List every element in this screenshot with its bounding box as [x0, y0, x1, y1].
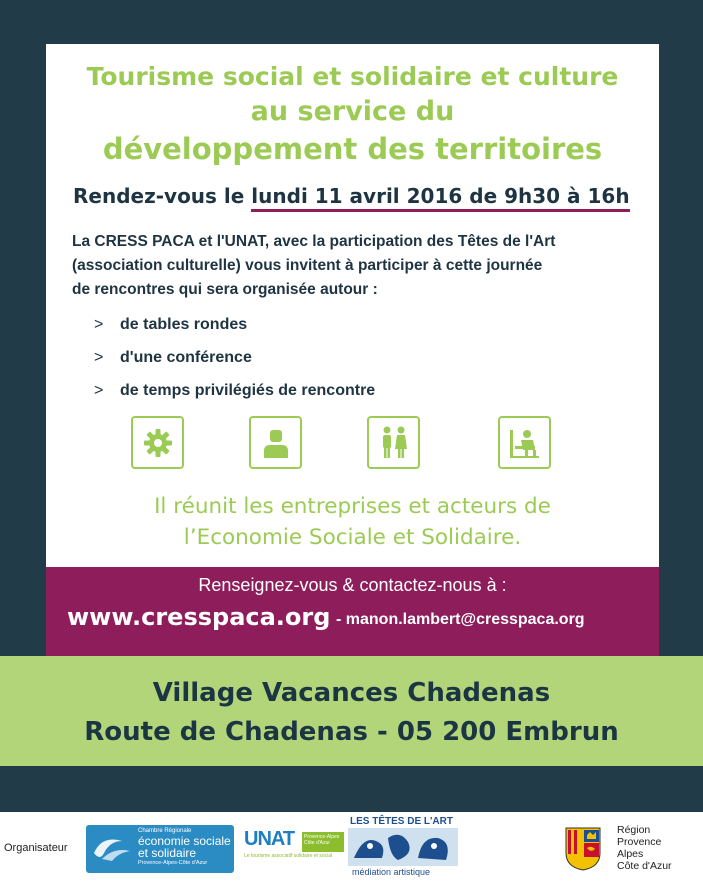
desk-person-icon	[498, 416, 551, 469]
region-line-3: Alpes	[617, 848, 644, 860]
tetes-de-l-art-logo	[348, 816, 458, 880]
venue-address: Route de Chadenas - 05 200 Embrun	[84, 717, 619, 747]
rendezvous-line	[73, 184, 630, 208]
cress-line-4: Provence-Alpes-Côte d'Azur	[138, 860, 208, 866]
bullet-list	[94, 308, 375, 407]
tetes-art-icon	[348, 828, 458, 868]
intro-paragraph	[72, 230, 647, 302]
unat-tag: Provence-Alpes Côte d'Azur	[302, 832, 344, 852]
bullet-text: de tables rondes	[120, 315, 248, 333]
title-line-2: au service du	[250, 96, 455, 127]
cress-line-3: et solidaire	[138, 846, 197, 860]
bullet-item	[94, 341, 375, 374]
region-shield-icon	[565, 827, 601, 871]
intro-line: La CRESS PACA et l'UNAT, avec la participation des Têtes de l'Art	[72, 233, 556, 250]
organisateur-label: Organisateur	[4, 842, 68, 854]
couple-icon	[367, 416, 420, 469]
intro-line: (association culturelle) vous invitent à participer à cette journée	[72, 257, 543, 274]
region-line-1: Région	[617, 824, 651, 836]
venue-name: Village Vacances Chadenas	[152, 678, 551, 708]
unat-logo	[244, 828, 344, 870]
reunit-line-1: Il réunit les entreprises et acteurs de	[154, 494, 551, 519]
intro-line: de rencontres qui sera organisée autour :	[72, 281, 378, 298]
chevron-right-icon: >	[94, 381, 104, 399]
region-line-2: Provence	[617, 836, 662, 848]
bullet-text: de temps privilégiés de rencontre	[120, 381, 376, 399]
gear-icon	[131, 416, 184, 469]
cress-logo	[86, 825, 234, 873]
rendezvous-date: lundi 11 avril 2016 de 9h30 à 16h	[251, 184, 629, 212]
chevron-right-icon: >	[94, 315, 104, 333]
contact-label: Renseignez-vous & contactez-nous à :	[198, 575, 507, 595]
chevron-right-icon: >	[94, 348, 104, 366]
person-icon	[249, 416, 302, 469]
email-link[interactable]: - manon.lambert@cresspaca.org	[336, 611, 585, 628]
bullet-item	[94, 308, 375, 341]
title-line-1: Tourisme social et solidaire et culture	[86, 62, 619, 91]
icon-row	[131, 416, 591, 474]
poster-card	[46, 44, 659, 656]
cress-line-2: économie sociale	[138, 834, 231, 848]
region-text	[617, 824, 672, 872]
bullet-item	[94, 374, 375, 407]
cress-swirl-icon	[92, 833, 132, 865]
website-link[interactable]: www.cresspaca.org	[67, 603, 331, 631]
tetes-title: LES TÊTES DE L'ART	[350, 816, 453, 827]
contact-band	[46, 567, 659, 656]
unat-sub: Le tourisme associatif solidaire et social	[244, 853, 333, 859]
unat-name: UNAT	[244, 828, 295, 850]
region-logo	[565, 824, 685, 880]
reunit-line-2: l’Economie Sociale et Solidaire.	[183, 525, 522, 550]
bullet-text: d'une conférence	[120, 348, 252, 366]
footer-logos	[0, 812, 703, 884]
tetes-subtitle: médiation artistique	[352, 867, 431, 877]
cress-line-1: Chambre Régionale	[138, 828, 192, 834]
region-line-4: Côte d'Azur	[617, 860, 672, 872]
rendezvous-prefix: Rendez-vous le	[73, 184, 252, 208]
reunit-statement	[46, 491, 659, 553]
venue-band	[0, 656, 703, 766]
title-line-3: développement des territoires	[102, 132, 603, 166]
